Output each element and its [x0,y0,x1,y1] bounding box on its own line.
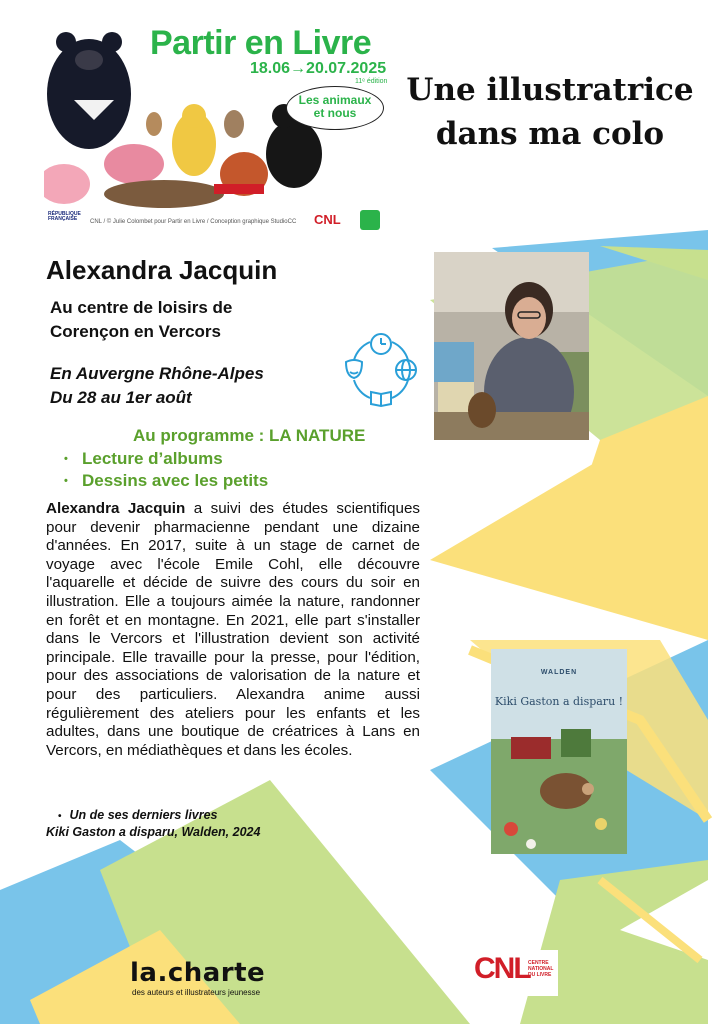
stay-dates: Du 28 au 1er août [50,388,192,407]
bio-text: a suivi des études scientifiques pour devenir pharmacienne pendant une dizaine d'années. En 2017, suite à un stage de carnet de voyage avec l'école Emile Cohl, elle découvre l'aquarelle et décide de suivre des cours du soir en illustration. Elle a toujours aimée la nature, randonner en forêt et en montagne. En 2021, elle part s'installer dans le Vercors et l'illustration devient son activité principale. Elle travaille pour la presse, pour l'édition, pour des associations de valorisation de la nature et pour des particuliers. Alexandra anime aussi régulièrement des ateliers pour les enfants et les adultes, dans une boutique de créatrices à Lans en Vercors, en médiathèques et dans les écoles. [46,500,420,759]
book-label: • Un de ses derniers livres [58,808,218,822]
program-list [64,448,268,492]
banner-credits [48,211,341,232]
book-cover-image [491,649,627,854]
venue-line-1: Au centre de loisirs de [50,298,233,317]
program-item: • Dessins avec les petits [64,470,268,492]
la-charte-wordmark: la.charte [130,958,266,988]
headline [400,68,700,156]
program-item: • Lecture d’albums [64,448,268,470]
venue [50,296,232,344]
cnl-wordmark: CNL [474,952,530,985]
book-cover-art [491,649,627,854]
region: En Auvergne Rhône-Alpes [50,364,264,383]
la-charte-subtitle: des auteurs et illustrateurs jeunesse [132,988,261,997]
partir-en-livre-badge-icon [360,210,380,230]
book-cover-title: Kiki Gaston a disparu ! [494,695,624,708]
program-title: Au programme : LA NATURE [133,426,366,445]
author-bio [46,500,420,760]
theme-badge [286,86,384,130]
event-dates: 18.06→20.07.2025 [250,60,387,77]
theme-line-1: Les animaux [298,93,372,107]
author-portrait-photo [434,252,589,440]
book-cover-publisher: WALDEN [540,669,578,676]
cnl-logo [470,950,558,996]
cnl-small-logo: CNL [314,212,341,227]
event-edition: 11ᵉ édition [355,78,388,85]
event-title: Partir en Livre [150,24,372,62]
credit-text: CNL / © Julie Colombet pour Partir en Livre / Conception graphique StudioCC [90,219,297,225]
republic-logo: RÉPUBLIQUE FRANÇAISE [48,211,81,222]
la-charte-logo [130,958,270,998]
region-dates [50,362,264,410]
activities-cycle-icon [340,330,420,410]
cnl-fullname: CENTRE NATIONAL DU LIVRE [528,960,554,978]
venue-line-2: Corençon en Vercors [50,322,222,341]
author-name: Alexandra Jacquin [46,255,278,285]
theme-line-2: et nous [313,106,357,120]
headline-line-1: Une illustratrice [406,72,694,108]
book-reference: Kiki Gaston a disparu, Walden, 2024 [46,825,261,839]
bio-lead: Alexandra Jacquin [46,500,186,517]
headline-line-2: dans ma colo [435,116,665,152]
